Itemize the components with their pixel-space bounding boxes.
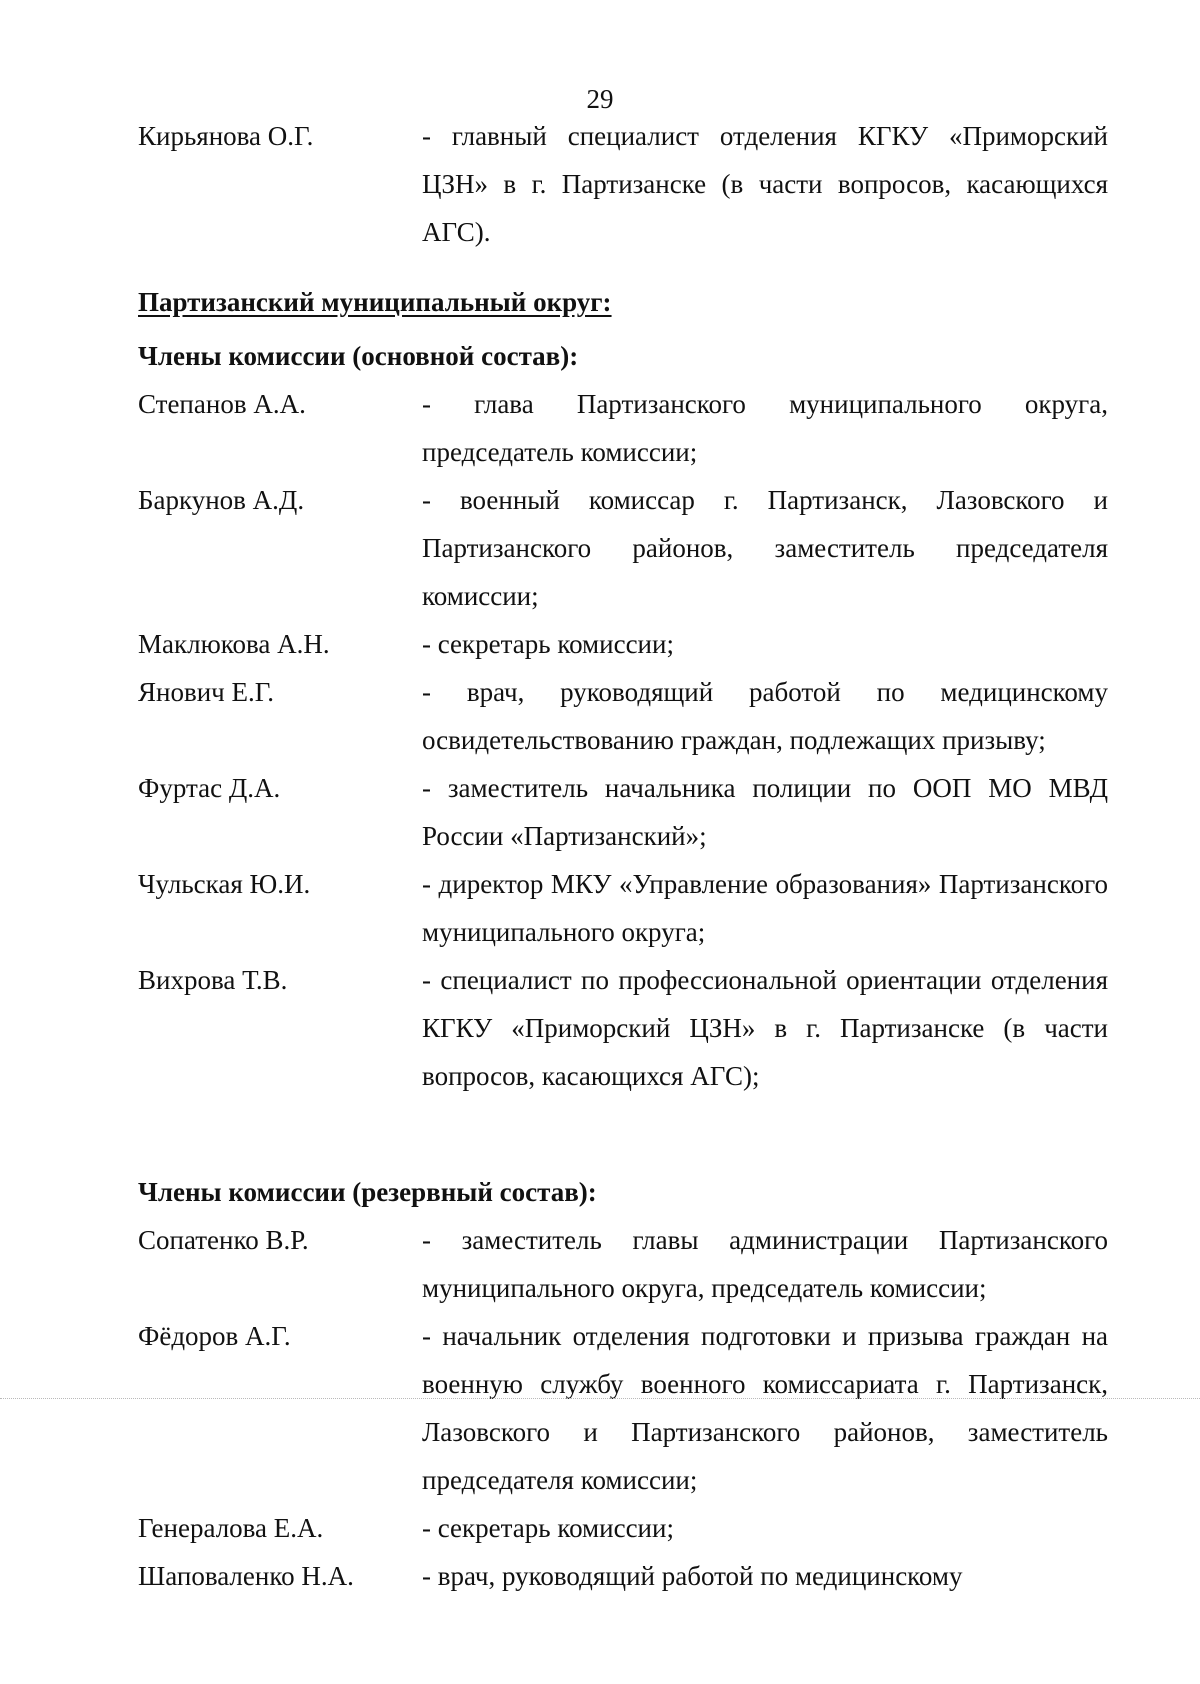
member-name: Чульская Ю.И.: [138, 869, 311, 899]
member-role: - заместитель начальника полиции по ООП МО МВД России «Партизанский»;: [422, 773, 1108, 851]
district-heading: Партизанский муниципальный округ:: [138, 287, 612, 317]
member-name: Маклюкова А.Н.: [138, 629, 330, 659]
member-role: - врач, руководящий работой по медицинскому: [422, 1561, 963, 1591]
member-entry: [138, 476, 1108, 620]
member-entry: [138, 956, 1108, 1100]
member-role: - специалист по профессиональной ориентации отделения КГКУ «Приморский ЦЗН» в г. Партизанске (в части вопросов, касающихся АГС);: [422, 965, 1108, 1091]
member-role: - глава Партизанского муниципального округа, председатель комиссии;: [422, 389, 1108, 467]
member-role: - секретарь комиссии;: [422, 1513, 674, 1543]
member-entry: [138, 1504, 1108, 1552]
member-role: - заместитель главы администрации Партизанского муниципального округа, председатель комиссии;: [422, 1225, 1108, 1303]
member-role: - начальник отделения подготовки и призыва граждан на военную службу военного комиссариата г. Партизанск, Лазовского и Партизанского районов, заместитель председателя комиссии;: [422, 1321, 1108, 1495]
member-name: Кирьянова О.Г.: [138, 121, 314, 151]
member-entry: [138, 764, 1108, 860]
member-entry: [138, 668, 1108, 764]
member-role: - главный специалист отделения КГКУ «Приморский ЦЗН» в г. Партизанске (в части вопросов, касающихся АГС).: [422, 121, 1108, 247]
member-name: Сопатенко В.Р.: [138, 1225, 309, 1255]
main-members-list: [138, 380, 1108, 1100]
member-name: Янович Е.Г.: [138, 677, 275, 707]
member-role: - врач, руководящий работой по медицинскому освидетельствованию граждан, подлежащих призыву;: [422, 677, 1108, 755]
member-entry: [138, 1552, 1108, 1600]
member-role: - директор МКУ «Управление образования» Партизанского муниципального округа;: [422, 869, 1108, 947]
member-entry: [138, 620, 1108, 668]
member-name: Степанов А.А.: [138, 389, 306, 419]
member-role: - секретарь комиссии;: [422, 629, 674, 659]
reserve-members-list: [138, 1216, 1108, 1600]
member-entry: [138, 380, 1108, 476]
member-entry: [138, 860, 1108, 956]
member-name: Баркунов А.Д.: [138, 485, 305, 515]
scan-artifact-line: [0, 1398, 1200, 1399]
member-name: Фуртас Д.А.: [138, 773, 281, 803]
main-section-heading: Члены комиссии (основной состав):: [138, 341, 579, 371]
member-name: Вихрова Т.В.: [138, 965, 288, 995]
top-entries: [138, 112, 1108, 256]
member-entry: [138, 1312, 1108, 1504]
member-name: Фёдоров А.Г.: [138, 1321, 291, 1351]
reserve-section-heading: Члены комиссии (резервный состав):: [138, 1177, 597, 1207]
member-entry: [138, 112, 1108, 256]
member-entry: [138, 1216, 1108, 1312]
member-name: Генералова Е.А.: [138, 1513, 324, 1543]
page-number: 29: [586, 84, 614, 114]
member-name: Шаповаленко Н.А.: [138, 1561, 354, 1591]
member-role: - военный комиссар г. Партизанск, Лазовского и Партизанского районов, заместитель председателя комиссии;: [422, 485, 1108, 611]
